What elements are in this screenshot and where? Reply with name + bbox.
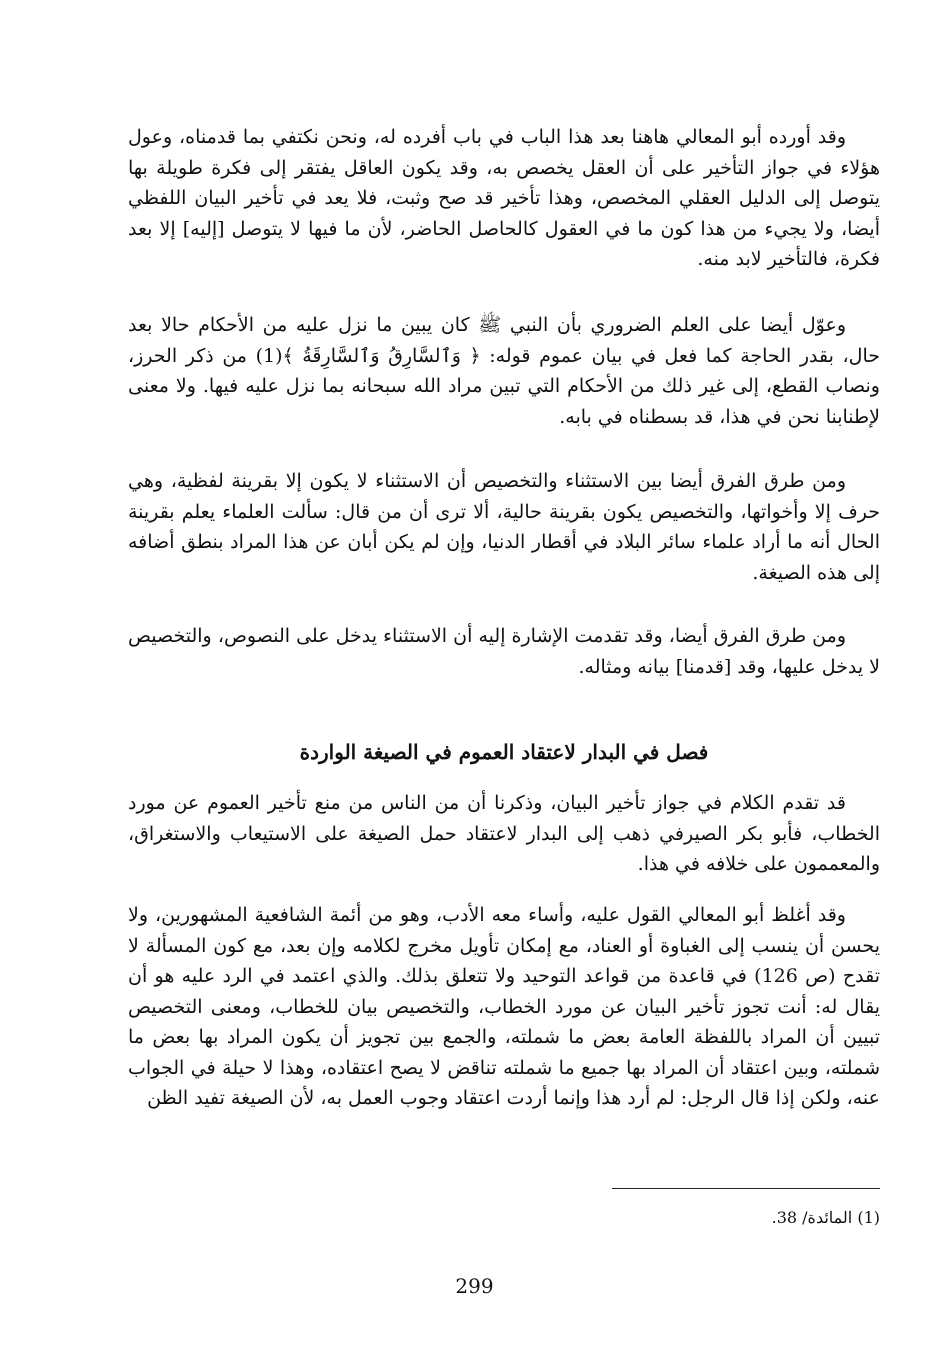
page-number: 299 bbox=[455, 1274, 494, 1298]
paragraph-4: ومن طرق الفرق أيضا، وقد تقدمت الإشارة إليه أن الاستثناء يدخل على النصوص، والتخصيص لا يدخل عليها، وقد [قدمنا] بيانه ومثاله. bbox=[128, 625, 880, 678]
footnote-divider bbox=[612, 1188, 880, 1189]
paragraph-1: وقد أورده أبو المعالي هاهنا بعد هذا الباب في باب أفرده له، ونحن نكتفي بما قدمناه، وعول هؤلاء في جواز التأخير على أن العقل يخصص به، وقد يكون العاقل يفتقر إلى فكرة طويلة بها يتوصل إلى الدليل العقلي المخصص، وهذا تأخير قد صح وثبت، فلا يعد في تأخير البيان اللفظي أيضا، ولا يجيء من هذا كون ما في العقول كالحاصل الحاضر، لأن ما فيها لا يتوصل [إليه] إلا بعد فكرة، فالتأخير لابد منه. bbox=[128, 126, 880, 270]
paragraph-2: وعوّل أيضا على العلم الضروري بأن النبي ﷺ كان يبين ما نزل عليه من الأحكام حالا بعد حال، بقدر الحاجة كما فعل في بيان عموم قوله: ﴿ وَٱلسَّارِقُ وَٱلسَّارِقَةُ ﴾(1) من ذكر الحرز، ونصاب القطع، إلى غير ذلك من الأحكام التي تبين مراد الله سبحانه بما نزل عليه فيها. ولا معنى لإطنابنا نحن في هذا، قد بسطناه في بابه. bbox=[128, 314, 880, 428]
paragraph-3: ومن طرق الفرق أيضا بين الاستثناء والتخصيص أن الاستثناء لا يكون إلا بقرينة لفظية، وهي حرف إلا وأخواتها، والتخصيص يكون بقرينة حالية، ألا ترى أن من قال: سألت العلماء يعلم بقرينة الحال أنه ما أراد علماء سائر البلاد في أقطار الدنيا، وإن لم يكن أبان عن هذا المراد بنطق أضافه إلى هذه الصيغة. bbox=[128, 470, 880, 584]
paragraph-6: وقد أغلظ أبو المعالي القول عليه، وأساء معه الأدب، وهو من أئمة الشافعية المشهورين، ولا يحسن أن ينسب إلى الغباوة أو العناد، مع إمكان تأويل مخرج لكلامه وإن بعد، مع كون المسألة لا تقدح (ص 126) في قاعدة من قواعد التوحيد ولا تتعلق بذلك. والذي اعتمد في الرد عليه هو أن يقال له: أنت تجوز تأخير البيان عن مورد الخطاب، والتخصيص بيان للخطاب، ومعنى التخصيص تبيين أن المراد باللفظة العامة بعض ما شملته، والجمع بين تجويز أن يكون المراد بها بعض ما شملته، وبين اعتقاد أن المراد بها جميع ما شملته تناقض لا يصح اعتقاده، وهذا لا حيلة في الجواب عنه، ولكن إذا قال الرجل: لم أرد هذا وإنما أردت اعتقاد وجوب العمل به، لأن الصيغة تفيد الظن bbox=[128, 904, 880, 1109]
section-heading: فصل في البدار لاعتقاد العموم في الصيغة الواردة bbox=[299, 740, 709, 764]
paragraph-5: قد تقدم الكلام في جواز تأخير البيان، وذكرنا أن من الناس من منع تأخير العموم عن مورد الخطاب، فأبو بكر الصيرفي ذهب إلى البدار لاعتقاد حمل الصيغة على الاستيعاب والاستغراق، والمعممون على خلافه في هذا. bbox=[128, 792, 880, 875]
footnote: (1) المائدة/ 38. bbox=[771, 1208, 880, 1227]
